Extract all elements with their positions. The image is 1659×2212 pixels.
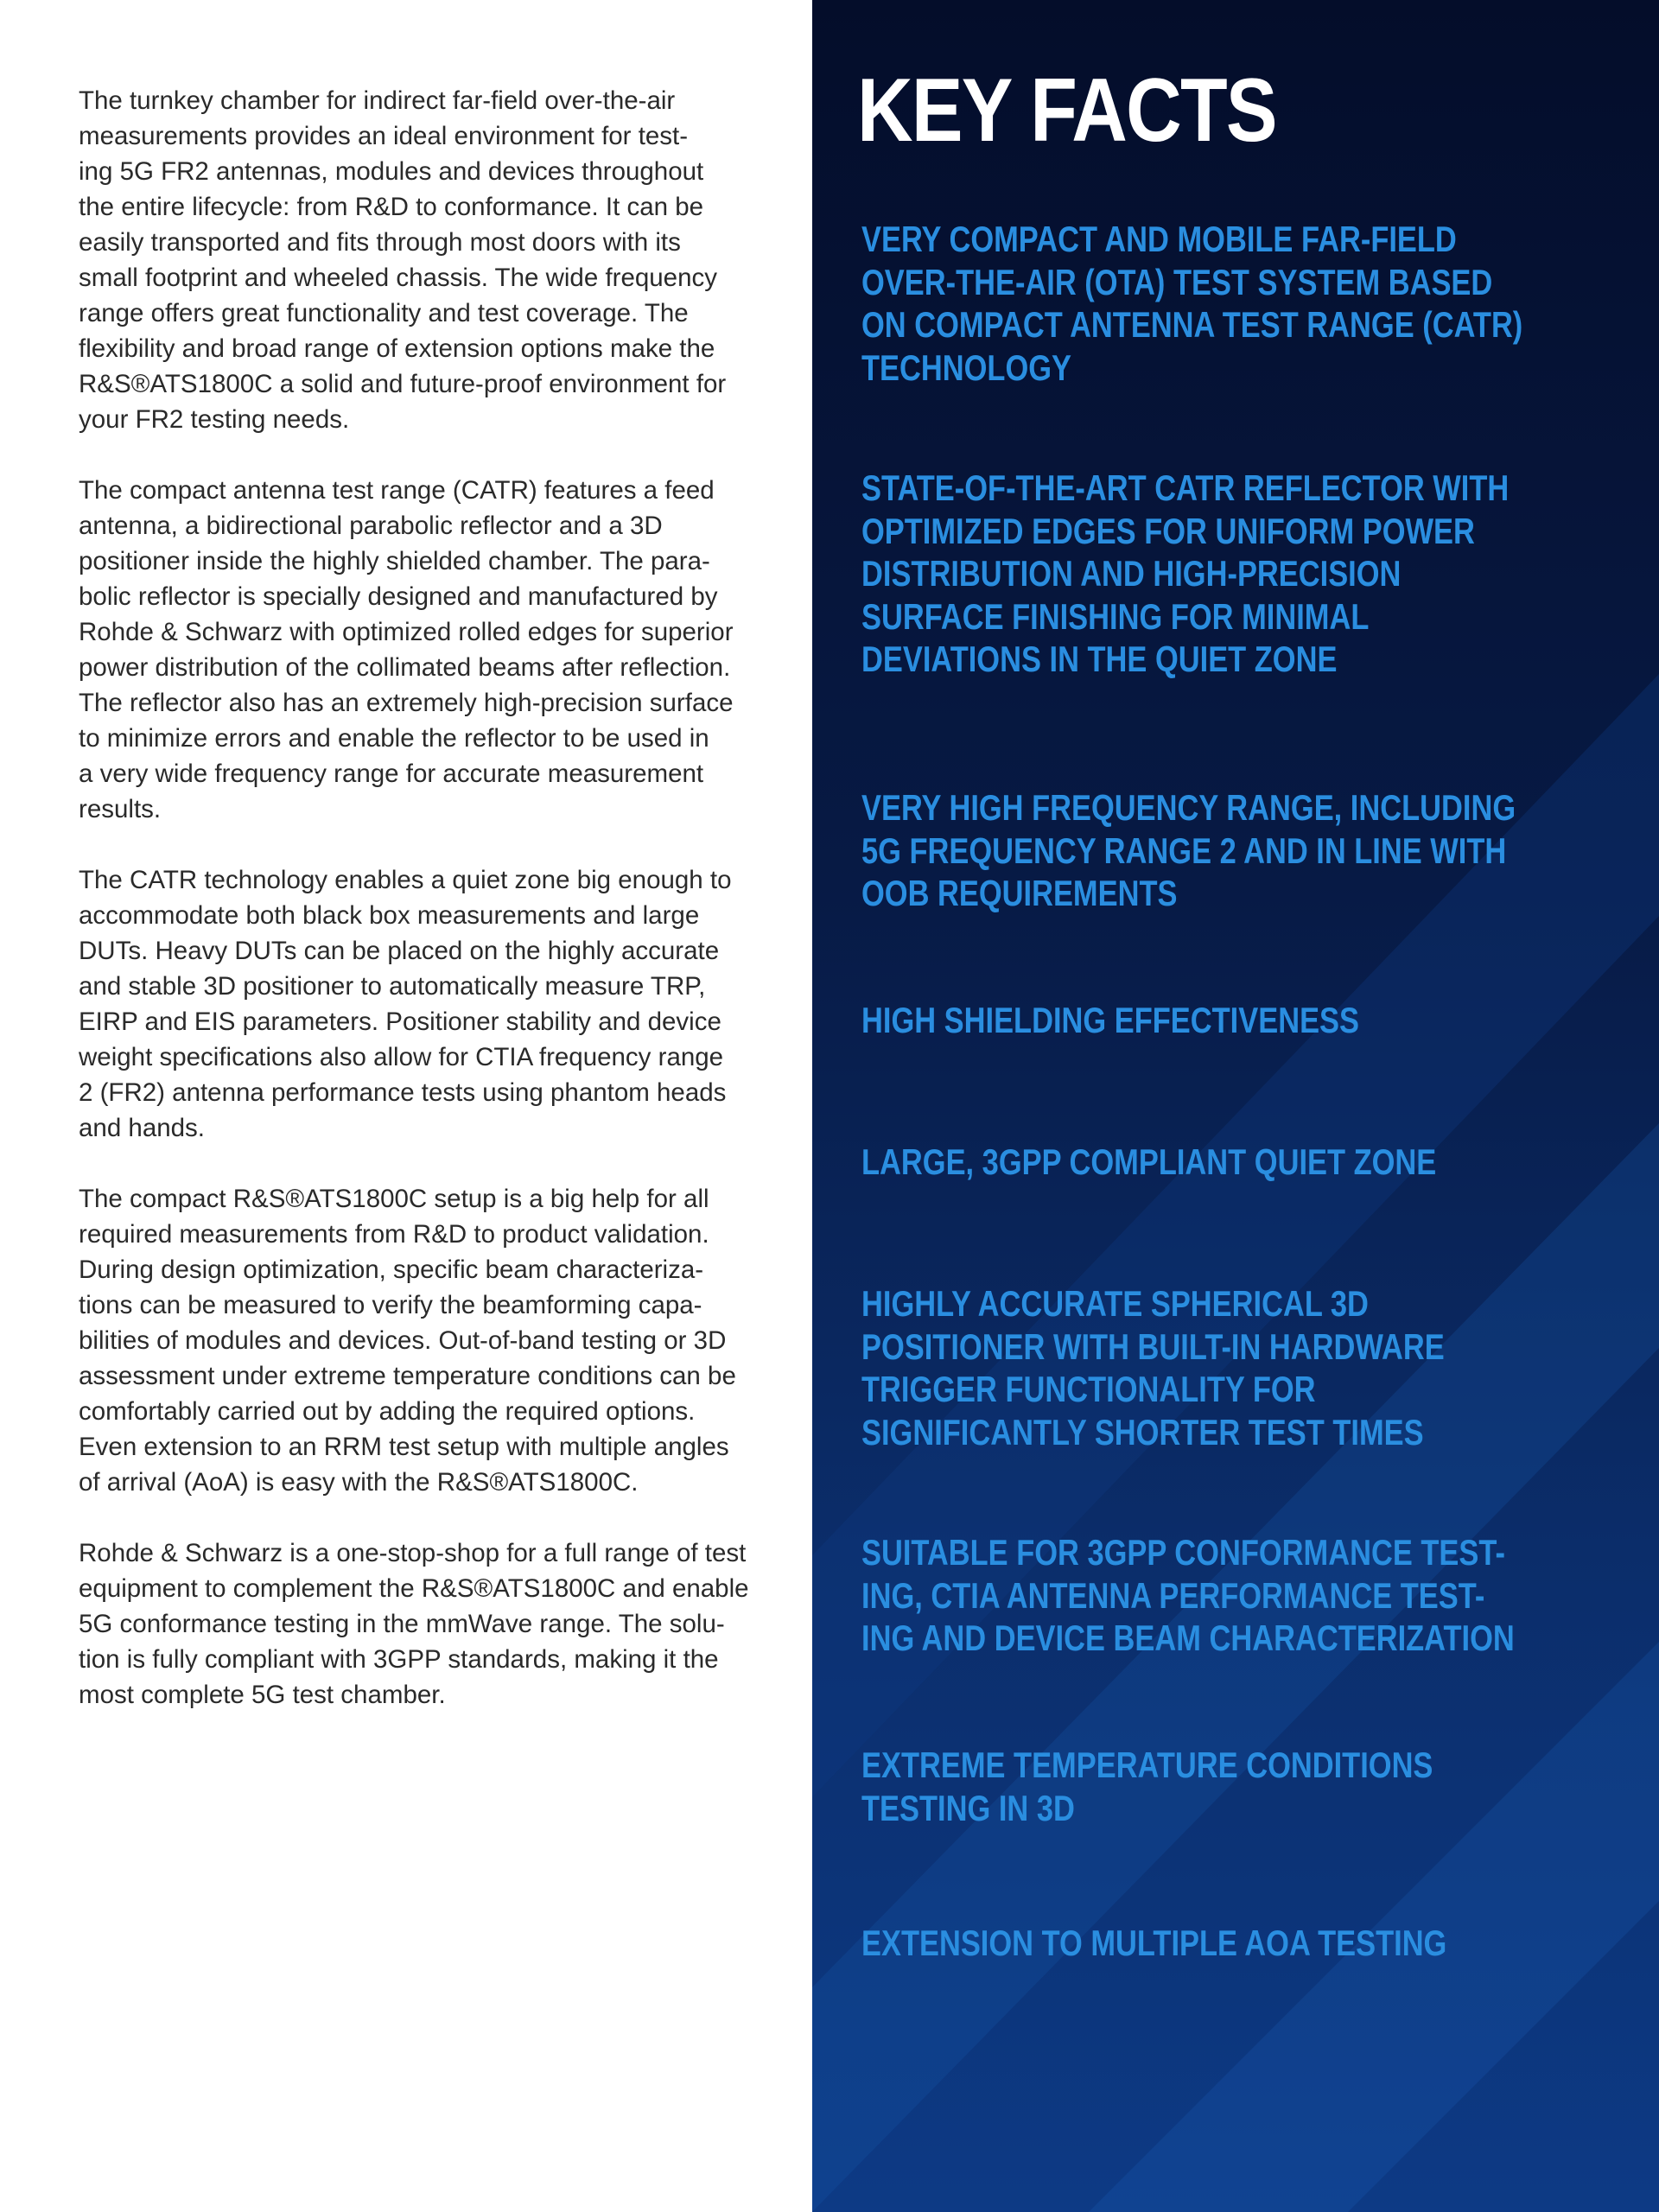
fact-line: 5G FREQUENCY RANGE 2 AND IN LINE WITH xyxy=(861,830,1507,871)
text-line: the entire lifecycle: from R&D to conformance. It can be xyxy=(79,193,704,221)
text-line: The compact R&S®ATS1800C setup is a big help for all xyxy=(79,1185,709,1213)
fact-line: STATE-OF-THE-ART CATR REFLECTOR WITH xyxy=(861,467,1510,508)
text-line: most complete 5G test chamber. xyxy=(79,1681,446,1709)
text-line: accommodate both black box measurements and large xyxy=(79,901,700,930)
fact-line: TESTING IN 3D xyxy=(861,1787,1075,1828)
fact-line: OOB REQUIREMENTS xyxy=(861,873,1178,913)
fact-line: DEVIATIONS IN THE QUIET ZONE xyxy=(861,639,1338,679)
text-line: DUTs. Heavy DUTs can be placed on the highly accurate xyxy=(79,937,720,965)
text-line: The compact antenna test range (CATR) features a feed xyxy=(79,476,715,505)
text-line: positioner inside the highly shielded chamber. The para- xyxy=(79,547,710,575)
text-line: your FR2 testing needs. xyxy=(79,405,350,434)
text-line: R&S®ATS1800C a solid and future-proof environment for xyxy=(79,370,727,398)
key-fact-6 xyxy=(861,1282,1599,1453)
text-line: The turnkey chamber for indirect far-field over-the-air xyxy=(79,86,676,115)
text-line: power distribution of the collimated beams after reflection. xyxy=(79,653,731,682)
text-line: During design optimization, specific beam characteriza- xyxy=(79,1255,704,1284)
key-fact-2 xyxy=(861,467,1599,681)
text-line: to minimize errors and enable the reflector to be used in xyxy=(79,724,709,753)
text-line: measurements provides an ideal environment for test- xyxy=(79,122,689,150)
fact-line: SUITABLE FOR 3GPP CONFORMANCE TEST- xyxy=(861,1532,1505,1573)
text-line: required measurements from R&D to product validation. xyxy=(79,1220,709,1249)
text-line: antenna, a bidirectional parabolic reflector and a 3D xyxy=(79,512,663,540)
fact-line: VERY HIGH FREQUENCY RANGE, INCLUDING xyxy=(861,787,1516,828)
key-fact-1 xyxy=(861,218,1599,389)
text-line: tions can be measured to verify the beamforming capa- xyxy=(79,1291,702,1319)
fact-line: OPTIMIZED EDGES FOR UNIFORM POWER xyxy=(861,510,1475,551)
text-line: results. xyxy=(79,795,162,823)
text-line: bilities of modules and devices. Out-of-band testing or 3D xyxy=(79,1326,727,1355)
fact-line: TECHNOLOGY xyxy=(861,346,1072,388)
text-line: EIRP and EIS parameters. Positioner stability and device xyxy=(79,1007,721,1036)
text-line: ing 5G FR2 antennas, modules and devices throughout xyxy=(79,157,704,186)
body-column xyxy=(0,0,812,2212)
text-line: The CATR technology enables a quiet zone big enough to xyxy=(79,866,732,894)
fact-line: EXTREME TEMPERATURE CONDITIONS xyxy=(861,1745,1433,1785)
body-paragraph-2 xyxy=(79,473,787,827)
key-fact-3 xyxy=(861,786,1599,915)
body-paragraph-3 xyxy=(79,862,787,1146)
key-fact-4 xyxy=(861,999,1599,1042)
text-line: flexibility and broad range of extension options make the xyxy=(79,334,715,363)
key-facts-title: KEY FACTS xyxy=(857,60,1276,161)
key-facts-panel xyxy=(812,0,1659,2212)
text-line: equipment to complement the R&S®ATS1800C and enable xyxy=(79,1574,749,1603)
text-line: Rohde & Schwarz is a one-stop-shop for a full range of test xyxy=(79,1539,747,1567)
text-line: weight specifications also allow for CTIA frequency range xyxy=(79,1043,724,1071)
text-line: The reflector also has an extremely high-precision surface xyxy=(79,689,734,717)
body-paragraph-1 xyxy=(79,83,787,437)
text-line: assessment under extreme temperature conditions can be xyxy=(79,1362,736,1390)
key-fact-5 xyxy=(861,1141,1599,1184)
key-fact-8 xyxy=(861,1744,1599,1829)
fact-line: VERY COMPACT AND MOBILE FAR-FIELD xyxy=(861,219,1457,259)
fact-line: SURFACE FINISHING FOR MINIMAL xyxy=(861,595,1370,637)
body-paragraph-4 xyxy=(79,1181,787,1500)
text-line: Even extension to an RRM test setup with multiple angles xyxy=(79,1433,729,1461)
text-line: and hands. xyxy=(79,1114,205,1142)
fact-line: LARGE, 3GPP COMPLIANT QUIET ZONE xyxy=(861,1141,1437,1182)
text-line: tion is fully compliant with 3GPP standards, making it the xyxy=(79,1645,719,1674)
text-line: small footprint and wheeled chassis. The wide frequency xyxy=(79,264,717,292)
fact-line: ING AND DEVICE BEAM CHARACTERIZATION xyxy=(861,1618,1515,1658)
fact-line: ON COMPACT ANTENNA TEST RANGE (CATR) xyxy=(861,304,1523,345)
text-line: easily transported and fits through most doors with its xyxy=(79,228,681,257)
text-line: and stable 3D positioner to automatically measure TRP, xyxy=(79,972,706,1001)
fact-line: TRIGGER FUNCTIONALITY FOR xyxy=(861,1369,1316,1409)
fact-line: SIGNIFICANTLY SHORTER TEST TIMES xyxy=(861,1411,1424,1452)
text-line: range offers great functionality and test coverage. The xyxy=(79,299,689,327)
fact-line: DISTRIBUTION AND HIGH-PRECISION xyxy=(861,553,1402,594)
text-line: of arrival (AoA) is easy with the R&S®ATS1800C. xyxy=(79,1468,639,1497)
text-line: Rohde & Schwarz with optimized rolled edges for superior xyxy=(79,618,734,646)
text-line: 5G conformance testing in the mmWave range. The solu- xyxy=(79,1610,725,1638)
fact-line: ING, CTIA ANTENNA PERFORMANCE TEST- xyxy=(861,1574,1485,1616)
text-line: a very wide frequency range for accurate measurement xyxy=(79,760,704,788)
body-text xyxy=(79,83,787,1748)
key-fact-7 xyxy=(861,1531,1599,1660)
fact-line: POSITIONER WITH BUILT-IN HARDWARE xyxy=(861,1325,1445,1367)
fact-line: EXTENSION TO MULTIPLE AOA TESTING xyxy=(861,1923,1447,1963)
fact-line: OVER-THE-AIR (OTA) TEST SYSTEM BASED xyxy=(861,261,1493,302)
key-fact-9 xyxy=(861,1922,1599,1965)
text-line: 2 (FR2) antenna performance tests using phantom heads xyxy=(79,1078,727,1107)
fact-line: HIGHLY ACCURATE SPHERICAL 3D xyxy=(861,1283,1369,1324)
text-line: comfortably carried out by adding the required options. xyxy=(79,1397,696,1426)
body-paragraph-5 xyxy=(79,1535,787,1713)
text-line: bolic reflector is specially designed and manufactured by xyxy=(79,582,718,611)
fact-line: HIGH SHIELDING EFFECTIVENESS xyxy=(861,1000,1359,1040)
